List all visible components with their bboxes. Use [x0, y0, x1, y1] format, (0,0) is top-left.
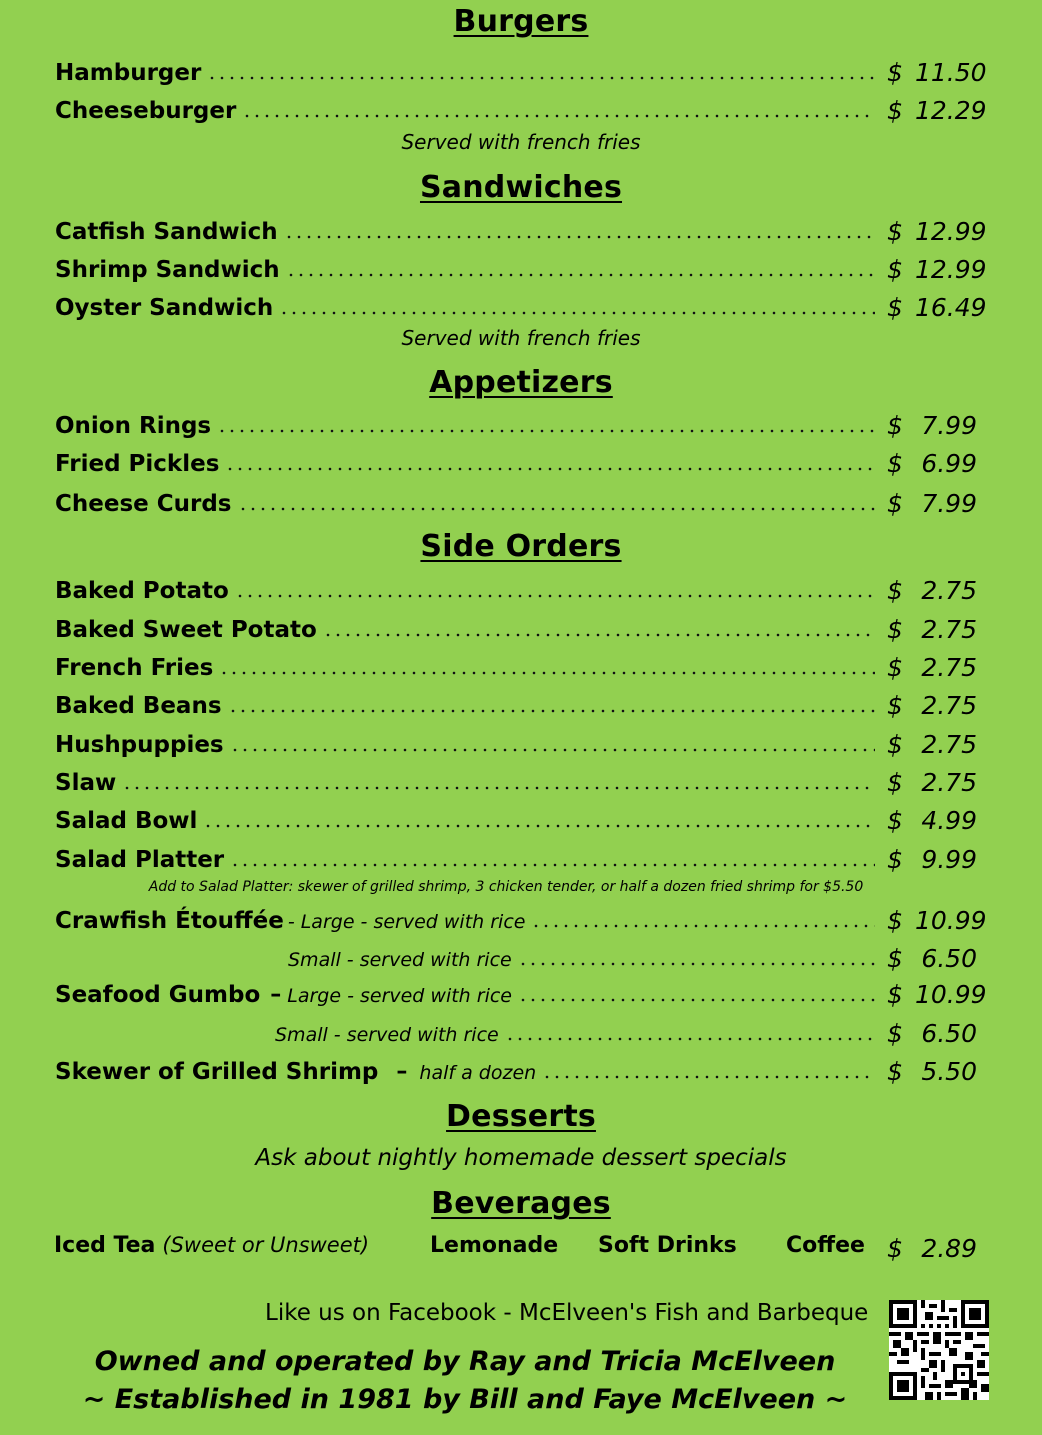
- beverage-coffee: [786, 1233, 865, 1258]
- leader-dots: [284, 235, 875, 239]
- currency-symbol: $: [887, 768, 903, 797]
- item-name: Baked Sweet Potato: [55, 617, 317, 643]
- beverage-lemonade: [430, 1233, 558, 1258]
- item-price: 6.50: [921, 944, 977, 973]
- currency-symbol: $: [887, 806, 903, 835]
- item-price: 6.99: [921, 449, 977, 478]
- item-price: 10.99: [915, 906, 987, 935]
- menu-item-gumbo-small: [55, 1016, 977, 1048]
- leader-dots: [203, 824, 875, 828]
- item-price: 5.50: [921, 1057, 977, 1086]
- beverage-name: Iced Tea: [54, 1233, 156, 1258]
- beverage-iced-tea: [54, 1233, 369, 1258]
- currency-symbol: $: [887, 489, 903, 518]
- item-name: Salad Platter: [55, 847, 225, 873]
- menu-item: [55, 252, 987, 284]
- item-name: Cheese Curds: [55, 491, 232, 517]
- salad-platter-note: Add to Salad Platter: skewer of grilled shrimp, 3 chicken tender, or half a dozen fried shrimp for $5.50: [148, 879, 864, 895]
- currency-symbol: $: [887, 615, 903, 644]
- item-name: Fried Pickles: [55, 451, 220, 477]
- menu-item-etouffee-small: [55, 941, 977, 973]
- burgers-note: Served with french fries: [401, 130, 641, 154]
- item-price: 2.75: [921, 730, 977, 759]
- currency-symbol: $: [887, 980, 903, 1009]
- leader-dots: [219, 671, 875, 675]
- item-name: Skewer of Grilled Shrimp: [55, 1059, 379, 1085]
- currency-symbol: $: [887, 1234, 903, 1263]
- beverage-soft-drinks: [598, 1233, 737, 1258]
- menu-item: [55, 765, 977, 797]
- menu-item: [55, 214, 987, 246]
- sandwiches-note: Served with french fries: [401, 326, 641, 350]
- item-option: Small - served with rice: [275, 1024, 499, 1046]
- menu-item: [55, 727, 977, 759]
- currency-symbol: $: [887, 58, 903, 87]
- item-price: 7.99: [921, 489, 977, 518]
- item-name: Shrimp Sandwich: [55, 257, 280, 283]
- item-name: Seafood Gumbo: [55, 982, 261, 1008]
- established-line: ~ Established in 1981 by Bill and Faye McElveen ~: [82, 1384, 848, 1415]
- item-option: Small - served with rice: [288, 949, 512, 971]
- item-name: Salad Bowl: [55, 808, 198, 834]
- leader-dots: [238, 507, 876, 511]
- item-price: 9.99: [921, 845, 977, 874]
- currency-symbol: $: [887, 653, 903, 682]
- item-name: Slaw: [55, 770, 117, 796]
- menu-item-gumbo-large: [55, 977, 987, 1009]
- item-price: 2.75: [921, 691, 977, 720]
- section-heading-beverages: Beverages: [431, 1186, 611, 1221]
- currency-symbol: $: [887, 217, 903, 246]
- facebook-link[interactable]: Like us on Facebook - McElveen's Fish and Barbeque: [265, 1300, 869, 1326]
- item-name: Baked Beans: [55, 693, 222, 719]
- menu-item-etouffee-large: [55, 903, 987, 935]
- item-price: 2.75: [921, 768, 977, 797]
- item-price: 7.99: [921, 411, 977, 440]
- item-price: 16.49: [915, 293, 987, 322]
- beverage-name: Soft Drinks: [598, 1233, 737, 1258]
- item-price: 2.75: [921, 653, 977, 682]
- currency-symbol: $: [887, 730, 903, 759]
- leader-dots: [230, 748, 875, 752]
- leader-dots: [225, 467, 875, 471]
- section-heading-appetizers: Appetizers: [429, 365, 613, 400]
- leader-dots: [242, 114, 875, 118]
- section-heading-side-orders: Side Orders: [420, 529, 622, 564]
- leader-dots: [323, 633, 875, 637]
- item-price: 11.50: [915, 58, 987, 87]
- item-price: 12.29: [915, 96, 987, 125]
- item-price: 12.99: [915, 217, 987, 246]
- currency-symbol: $: [887, 1057, 903, 1086]
- currency-symbol: $: [887, 449, 903, 478]
- item-name: Hushpuppies: [55, 732, 224, 758]
- item-price: 2.89: [921, 1234, 977, 1263]
- menu-item: [55, 612, 977, 644]
- item-name: Cheeseburger: [55, 98, 237, 124]
- leader-dots: [286, 273, 875, 277]
- menu-item: [55, 55, 987, 87]
- currency-symbol: $: [887, 96, 903, 125]
- section-heading-sandwiches: Sandwiches: [419, 170, 623, 205]
- menu-item: [55, 446, 977, 478]
- leader-dots: [228, 709, 875, 713]
- currency-symbol: $: [887, 1019, 903, 1048]
- currency-symbol: $: [887, 255, 903, 284]
- item-name: Crawfish Étouffée: [55, 908, 284, 934]
- beverage-price: [887, 1231, 977, 1263]
- currency-symbol: $: [887, 845, 903, 874]
- item-name: Onion Rings: [55, 413, 212, 439]
- currency-symbol: $: [887, 293, 903, 322]
- leader-dots: [235, 594, 875, 598]
- leader-dots: [518, 962, 875, 966]
- leader-dots: [230, 863, 875, 867]
- item-name: Baked Potato: [55, 578, 229, 604]
- menu-item-skewer: [55, 1054, 977, 1086]
- owners-line: Owned and operated by Ray and Tricia McElveen: [94, 1346, 836, 1377]
- item-price: 4.99: [921, 806, 977, 835]
- item-price: 2.75: [921, 615, 977, 644]
- menu-item: [55, 573, 977, 605]
- item-option: - Large - served with rice: [287, 911, 526, 933]
- currency-symbol: $: [887, 411, 903, 440]
- menu-item: [55, 688, 977, 720]
- desserts-note: Ask about nightly homemade dessert specials: [255, 1145, 787, 1171]
- menu-item: [55, 408, 977, 440]
- beverage-option: (Sweet or Unsweet): [162, 1233, 370, 1257]
- leader-dots: [279, 311, 875, 315]
- leader-dots: [542, 1075, 875, 1079]
- item-option: half a dozen: [419, 1062, 537, 1084]
- menu-item: [55, 803, 977, 835]
- item-price: 10.99: [915, 980, 987, 1009]
- currency-symbol: $: [887, 906, 903, 935]
- leader-dots: [518, 998, 875, 1002]
- item-name: French Fries: [55, 655, 214, 681]
- leader-dots: [505, 1037, 875, 1041]
- separator-dash: –: [270, 982, 282, 1007]
- item-price: 6.50: [921, 1019, 977, 1048]
- item-name: Oyster Sandwich: [55, 295, 274, 321]
- beverage-name: Lemonade: [430, 1233, 559, 1258]
- currency-symbol: $: [887, 576, 903, 605]
- beverage-name: Coffee: [786, 1233, 865, 1258]
- section-heading-burgers: Burgers: [453, 4, 589, 39]
- item-name: Catfish Sandwich: [55, 219, 278, 245]
- item-price: 2.75: [921, 576, 977, 605]
- menu-item: [55, 290, 987, 322]
- item-name: Hamburger: [55, 60, 202, 86]
- menu-item: [55, 486, 977, 518]
- qr-code-icon[interactable]: [889, 1300, 989, 1400]
- currency-symbol: $: [887, 691, 903, 720]
- currency-symbol: $: [887, 944, 903, 973]
- menu-item: [55, 650, 977, 682]
- menu-item: [55, 93, 987, 125]
- item-option: Large - served with rice: [287, 985, 512, 1007]
- leader-dots: [217, 429, 875, 433]
- leader-dots: [207, 76, 875, 80]
- item-price: 12.99: [915, 255, 987, 284]
- section-heading-desserts: Desserts: [446, 1099, 596, 1134]
- leader-dots: [122, 786, 875, 790]
- menu-item: [55, 842, 977, 874]
- leader-dots: [531, 924, 875, 928]
- separator-dash: –: [396, 1059, 408, 1084]
